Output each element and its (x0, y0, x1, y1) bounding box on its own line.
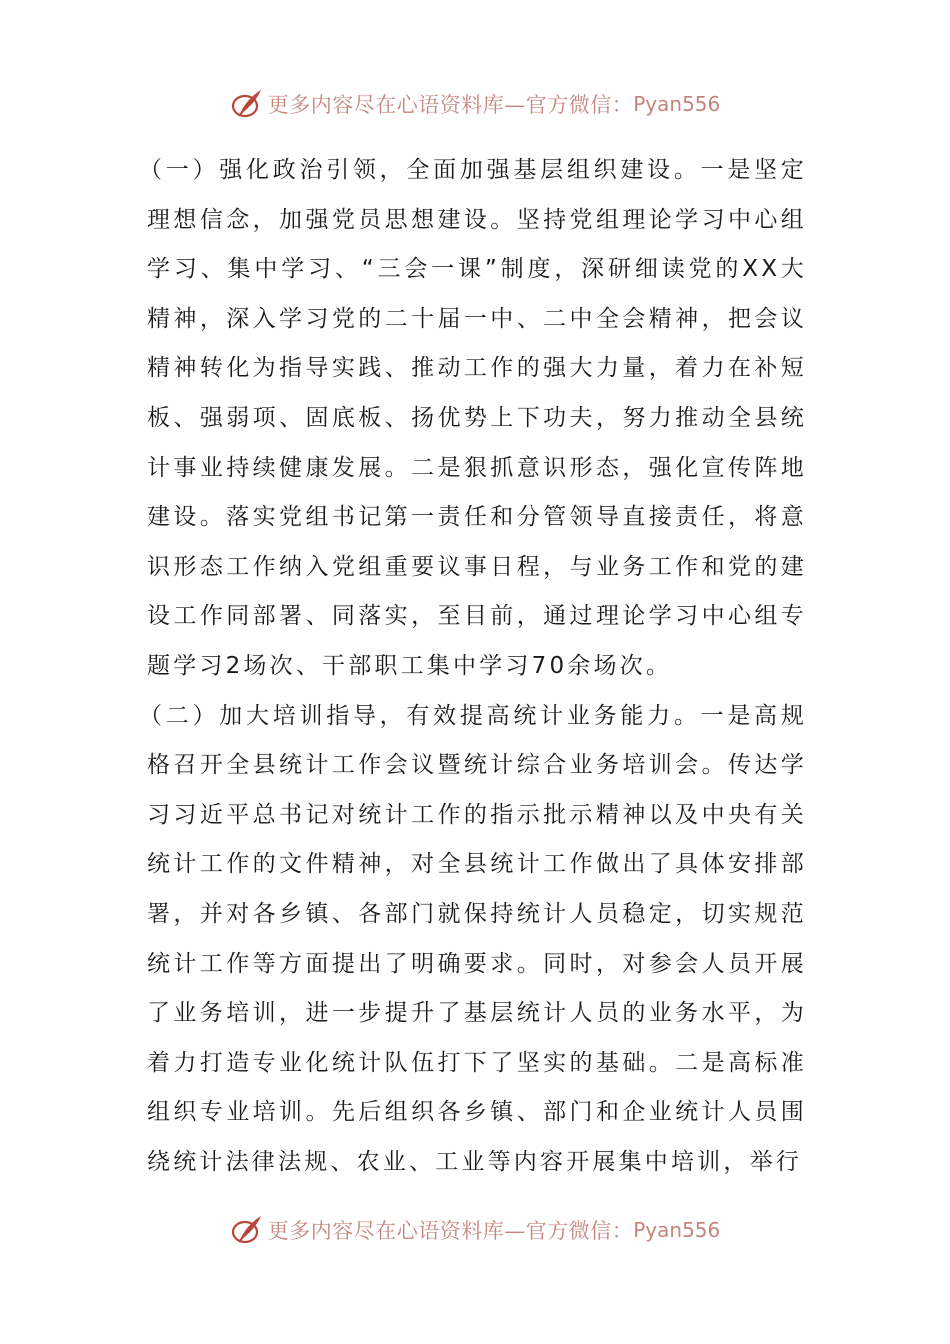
document-body (139, 146, 807, 1187)
banner-wechat-id: Pyan556 (633, 92, 721, 116)
banner-text: 更多内容尽在心语资料库—官方微信： (267, 1219, 634, 1243)
banner-wechat-id: Pyan556 (633, 1218, 721, 1242)
footer-watermark-banner (0, 1210, 950, 1250)
paragraph-2: （二）加大培训指导，有效提高统计业务能力。一是高规格召开全县统计工作会议暨统计综合业务培训会。传达学习习近平总书记对统计工作的指示批示精神以及中央有关统计工作的文件精神，对全县统计工作做出了具体安排部署，并对各乡镇、各部门就保持统计人员稳定，切实规范统计工作等方面提出了明确要求。同时，对参会人员开展了业务培训，进一步提升了基层统计人员的业务水平，为着力打造专业化统计队伍打下了坚实的基础。二是高标准组织专业培训。先后组织各乡镇、部门和企业统计人员围绕统计法律法规、农业、工业等内容开展集中培训，举行 (139, 702, 807, 1175)
paragraph-1: （一）强化政治引领，全面加强基层组织建设。一是坚定理想信念，加强党员思想建设。坚持党组理论学习中心组学习、集中学习、“三会一课”制度，深研细读党的XX大精神，深入学习党的二十届一中、二中全会精神，把会议精神转化为指导实践、推动工作的强大力量，着力在补短板、强弱项、固底板、扬优势上下功夫，努力推动全县统计事业持续健康发展。二是狠抓意识形态，强化宣传阵地建设。落实党组书记第一责任和分管领导直接责任，将意识形态工作纳入党组重要议事日程，与业务工作和党的建设工作同部署、同落实，至目前，通过理论学习中心组专题学习2场次、干部职工集中学习70余场次。 (139, 157, 807, 679)
quill-logo-icon (230, 1213, 264, 1247)
header-watermark-banner (0, 84, 950, 124)
quill-logo-icon (230, 87, 264, 121)
banner-text: 更多内容尽在心语资料库—官方微信： (267, 93, 634, 117)
